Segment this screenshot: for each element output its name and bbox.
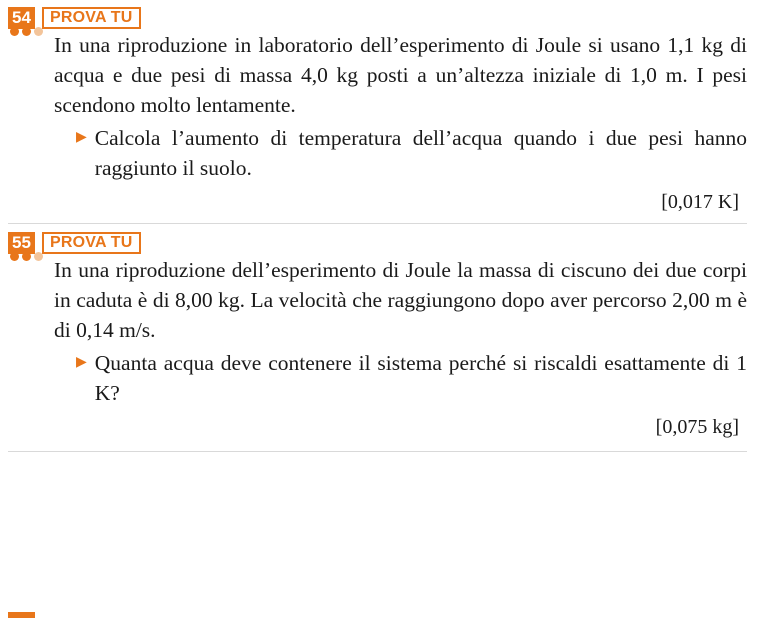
section-divider: [8, 451, 747, 452]
exercise-tag: [42, 7, 141, 29]
next-exercise-number-partial: [8, 612, 35, 618]
exercise-number-badge: 54: [8, 7, 35, 29]
section-divider: [8, 223, 747, 224]
exercise-body: [54, 30, 747, 214]
exercise-question-text: Calcola l’aumento di temperatura dell’acqua quando i due pesi hanno raggiunto il suolo.: [94, 125, 747, 180]
exercise-tag-label: PROVA TU: [50, 233, 133, 251]
exercise-header: [8, 231, 747, 254]
exercise-number-badge: 55: [8, 232, 35, 254]
exercise-question: [76, 123, 747, 183]
difficulty-dot-filled: [10, 27, 19, 36]
difficulty-dots: [10, 252, 43, 261]
difficulty-dot-filled: [22, 252, 31, 261]
difficulty-dot-filled: [22, 27, 31, 36]
exercise-answer: [0,075 kg]: [655, 416, 739, 439]
exercise-statement: In una riproduzione dell’esperimento di Joule la massa di ciscuno dei due corpi in caduta è di 8,00 kg. La velocità che raggiungono dopo aver percorso 2,00 m è di 0,14 m/s.: [54, 258, 747, 343]
difficulty-dots: [10, 27, 43, 36]
exercise-answer: [0,017 K]: [661, 191, 739, 214]
arrow-right-icon: ▶: [76, 354, 87, 370]
exercise-header: [8, 6, 747, 29]
difficulty-dot-empty: [34, 252, 43, 261]
exercise-body: [54, 255, 747, 439]
exercise-question: [76, 348, 747, 408]
exercise-question-text: Quanta acqua deve contenere il sistema perché si riscaldi esattamente di 1 K?: [94, 350, 747, 405]
difficulty-dot-empty: [34, 27, 43, 36]
difficulty-dot-filled: [10, 252, 19, 261]
exercise-54: [8, 6, 747, 214]
arrow-right-icon: ▶: [76, 129, 87, 145]
exercise-tag-label: PROVA TU: [50, 8, 133, 26]
exercise-55: [8, 231, 747, 439]
exercise-tag: [42, 232, 141, 254]
exercise-statement: In una riproduzione in laboratorio dell’esperimento di Joule si usano 1,1 kg di acqua e due pesi di massa 4,0 kg posti a un’altezza iniziale di 1,0 m. I pesi scendono molto lentamente.: [54, 33, 747, 118]
